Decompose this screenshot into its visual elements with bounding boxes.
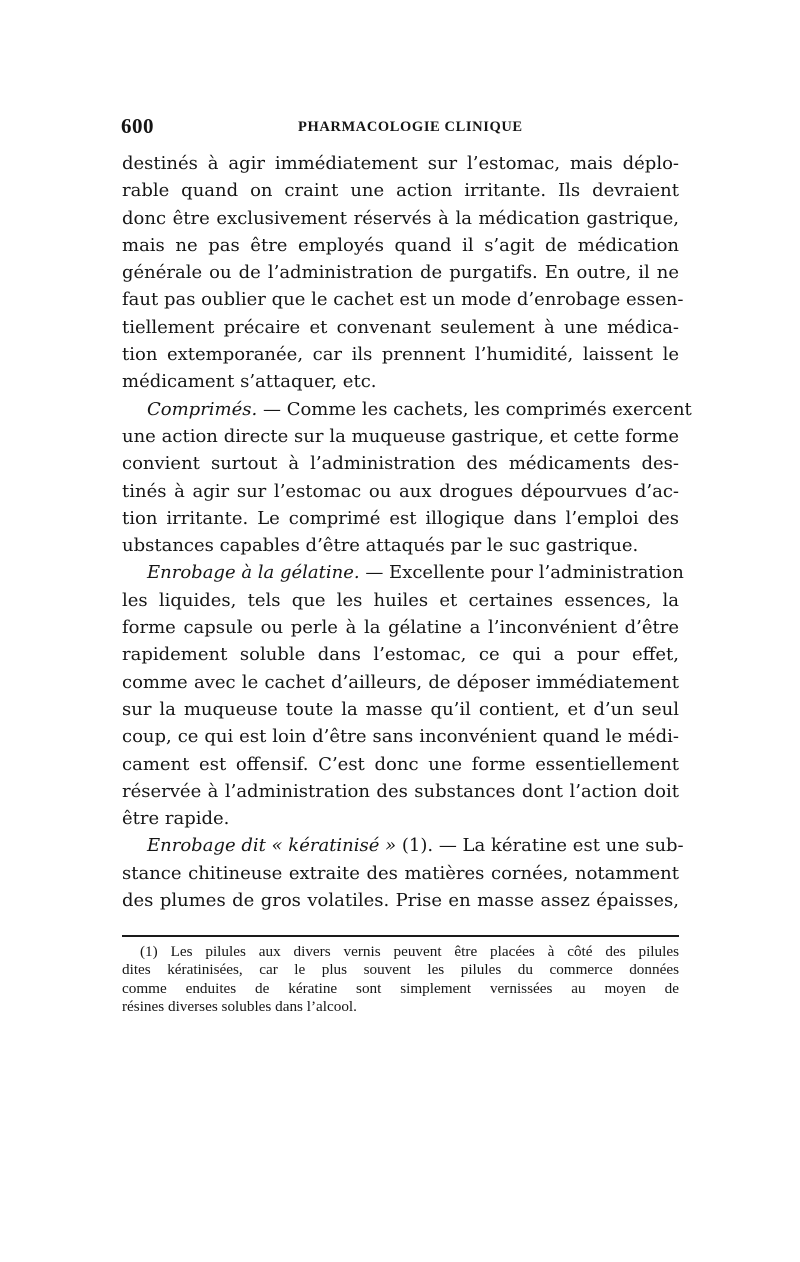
text-line: convient surtout à l’administration des médicaments des- xyxy=(122,453,679,475)
running-title: PHARMACOLOGIE CLINIQUE xyxy=(298,119,523,135)
text-line: tion irritante. Le comprimé est illogique dans l’emploi des xyxy=(122,507,679,529)
text-line: tinés à agir sur l’estomac ou aux drogues dépourvues d’ac- xyxy=(122,480,679,502)
footnote-line: dites kératinisées, car le plus souvent les pilules du commerce données xyxy=(122,961,679,979)
footnote-line: résines diverses solubles dans l’alcool. xyxy=(122,997,357,1015)
text-line: tiellement précaire et convenant seulement à une médica- xyxy=(122,316,679,338)
text-line: comme avec le cachet d’ailleurs, de déposer immédiatement xyxy=(122,671,679,693)
text-run: (1). — La kératine est une sub- xyxy=(396,835,684,857)
paragraph-first-line xyxy=(122,396,692,423)
footnote-line: comme enduites de kératine sont simplement vernissées au moyen de xyxy=(122,979,679,997)
text-line: des plumes de gros volatiles. Prise en masse assez épaisses, xyxy=(122,890,679,912)
text-line: sur la muqueuse toute la masse qu’il contient, et d’un seul xyxy=(122,698,679,720)
text-line: cament est offensif. C’est donc une forme essentiellement xyxy=(122,753,679,775)
text-line: réservée à l’administration des substances dont l’action doit xyxy=(122,780,679,802)
text-run: — Comme les cachets, les comprimés exercent xyxy=(257,398,692,420)
text-line: rapidement soluble dans l’estomac, ce qui a pour effet, xyxy=(122,644,679,666)
footnote-divider xyxy=(122,935,679,937)
text-line: faut pas oublier que le cachet est un mode d’enrobage essen- xyxy=(122,289,684,311)
text-line: générale ou de l’administration de purgatifs. En outre, il ne xyxy=(122,262,679,284)
text-line: être rapide. xyxy=(122,808,230,830)
body-text xyxy=(122,150,692,914)
footnote xyxy=(122,943,679,1016)
text-line: rable quand on craint une action irritante. Ils devraient xyxy=(122,180,679,202)
page-number: 600 xyxy=(121,114,154,138)
text-line: médicament s’attaquer, etc. xyxy=(122,371,377,393)
text-line: destinés à agir immédiatement sur l’estomac, mais déplo- xyxy=(122,153,679,174)
section-heading-comprimes: Comprimés. xyxy=(147,398,258,420)
text-line: ubstances capables d’être attaqués par le suc gastrique. xyxy=(122,535,639,557)
footnote-line: (1) Les pilules aux divers vernis peuvent être placées à côté des pilules xyxy=(140,943,679,960)
section-heading-keratinise: Enrobage dit « kératinisé » xyxy=(147,835,397,857)
running-head xyxy=(121,114,681,140)
text-line: forme capsule ou perle à la gélatine a l’inconvénient d’être xyxy=(122,617,679,639)
text-line: tion extemporanée, car ils prennent l’humidité, laissent le xyxy=(122,344,679,366)
text-line: coup, ce qui est loin d’être sans inconvénient quand le médi- xyxy=(122,726,679,748)
section-heading-gelatine: Enrobage à la gélatine. xyxy=(147,562,360,584)
text-line: donc être exclusivement réservés à la médication gastrique, xyxy=(122,207,679,229)
text-line: stance chitineuse extraite des matières cornées, notamment xyxy=(122,862,679,884)
text-line: une action directe sur la muqueuse gastrique, et cette forme xyxy=(122,425,679,447)
paragraph-first-line xyxy=(122,832,684,859)
text-run: — Excellente pour l’administration xyxy=(359,562,684,584)
text-line: les liquides, tels que les huiles et certaines essences, la xyxy=(122,589,679,611)
text-line: mais ne pas être employés quand il s’agit de médication xyxy=(122,234,679,256)
paragraph-first-line xyxy=(122,559,684,586)
